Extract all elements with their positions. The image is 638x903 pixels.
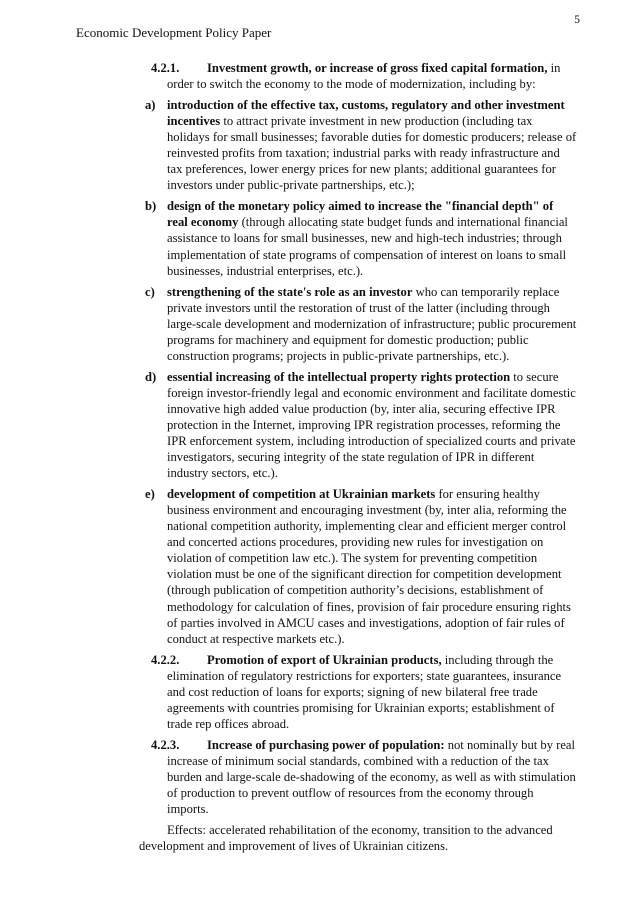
- subsection-title: Promotion of export of Ukrainian products,: [207, 652, 442, 667]
- list-item-text: to secure foreign investor-friendly legal and economic environment and facilitate domestic innovative high added value production (by, inter alia, securing effective IPR protection in the Internet, improving IPR registration processes, reforming the IPR enforcement system, including introduction of specialized courts and private investigators, securing integrity of the state regulation of IPR in different industry sectors, etc.).: [167, 369, 576, 481]
- subsection-title: Investment growth, or increase of gross fixed capital formation,: [207, 61, 548, 75]
- effects-paragraph: [139, 822, 577, 854]
- list-item-a: [145, 97, 577, 193]
- list-label: a): [145, 98, 156, 113]
- subsection-title: Increase of purchasing power of population:: [207, 737, 445, 752]
- effects-line-2: development and improvement of lives of Ukrainian citizens.: [139, 839, 449, 854]
- list-item-heading: strengthening of the state's role as an investor: [167, 284, 413, 299]
- body-content: [139, 60, 577, 854]
- list-item-heading: introduction of the effective tax, customs, regulatory and other investment incentives: [167, 98, 565, 129]
- list-item-heading: development of competition at Ukrainian markets: [167, 487, 436, 502]
- page-number: 5: [574, 14, 580, 26]
- subsection-text: in order to switch the economy to the mode of modernization, including by:: [167, 61, 561, 92]
- subsection-number: 4.2.1.: [151, 61, 180, 75]
- list-item-d: [145, 369, 577, 481]
- subsection-number: 4.2.2.: [151, 652, 180, 667]
- list-item-text: who can temporarily replace private investors until the restoration of trust of the latter (including through large-scale development and modernization of infrastructure; public procurement programs for machinery and equipment for domestic production; public construction programs; projects in public-private partnerships, etc.).: [167, 284, 577, 363]
- list-label: b): [145, 199, 157, 214]
- subsection-text: not nominally but by real increase of minimum social standards, combined with a reduction of the tax burden and large-scale de-shadowing of the economy, as well as with stimulation of production to prevent outflow of resources from the economy through imports.: [167, 737, 576, 817]
- subsection-4-2-2: [145, 652, 577, 732]
- list-item-e: [145, 486, 577, 646]
- running-header: Economic Development Policy Paper: [76, 25, 272, 40]
- list-label: e): [145, 487, 155, 502]
- list-item-text: (through allocating state budget funds and international financial assistance to loans for small businesses, new and high-tech industries; through implementation of state programs of compensation of interest on loans to small businesses, industrial enterprises, etc.).: [167, 215, 568, 278]
- subsection-number: 4.2.3.: [151, 737, 180, 752]
- subsection-text: including through the elimination of regulatory restrictions for exporters; state guarantees, insurance and cost reduction of loans for exports; signing of new bilateral free trade agreements with countries promising for Ukrainian exports; establishment of trade rep offices abroad.: [167, 652, 562, 731]
- list-label: c): [145, 284, 155, 299]
- list-item-b: [145, 198, 577, 278]
- list-item-text: for ensuring healthy business environment and encouraging investment (by, inter alia, reforming the national competition authority, implementing clear and efficient merger control and concerted actions procedures, providing new rules for investigation on violation of competition law etc.). The system for preventing competition violation must be one of the significant direction for competition development (through publication of competition authority’s decisions, establishment of methodology for calculation of fines, provision of fair procedure ensuring rights of parties involved in AMCU cases and investigations, adoption of fair rules of conduct at respective markets etc.).: [167, 487, 571, 646]
- list-item-heading: essential increasing of the intellectual property rights protection: [167, 369, 511, 384]
- subsection-4-2-3: [145, 737, 577, 817]
- list-item-heading: design of the monetary policy aimed to increase the "financial depth" of real economy: [167, 199, 554, 230]
- list-item-c: [145, 284, 577, 364]
- list-label: d): [145, 369, 157, 384]
- effects-line-1: Effects: accelerated rehabilitation of the economy, transition to the advanced: [167, 823, 553, 838]
- list-item-text: to attract private investment in new production (including tax holidays for small businesses; favorable duties for domestic producers; release of reinvested profits from taxation; industrial parks with ready infrastructure and tax preferences, lower energy prices for new plants; additional guarantees for investors under public-private partnerships, etc.);: [167, 114, 577, 193]
- subsection-4-2-1: [145, 60, 577, 92]
